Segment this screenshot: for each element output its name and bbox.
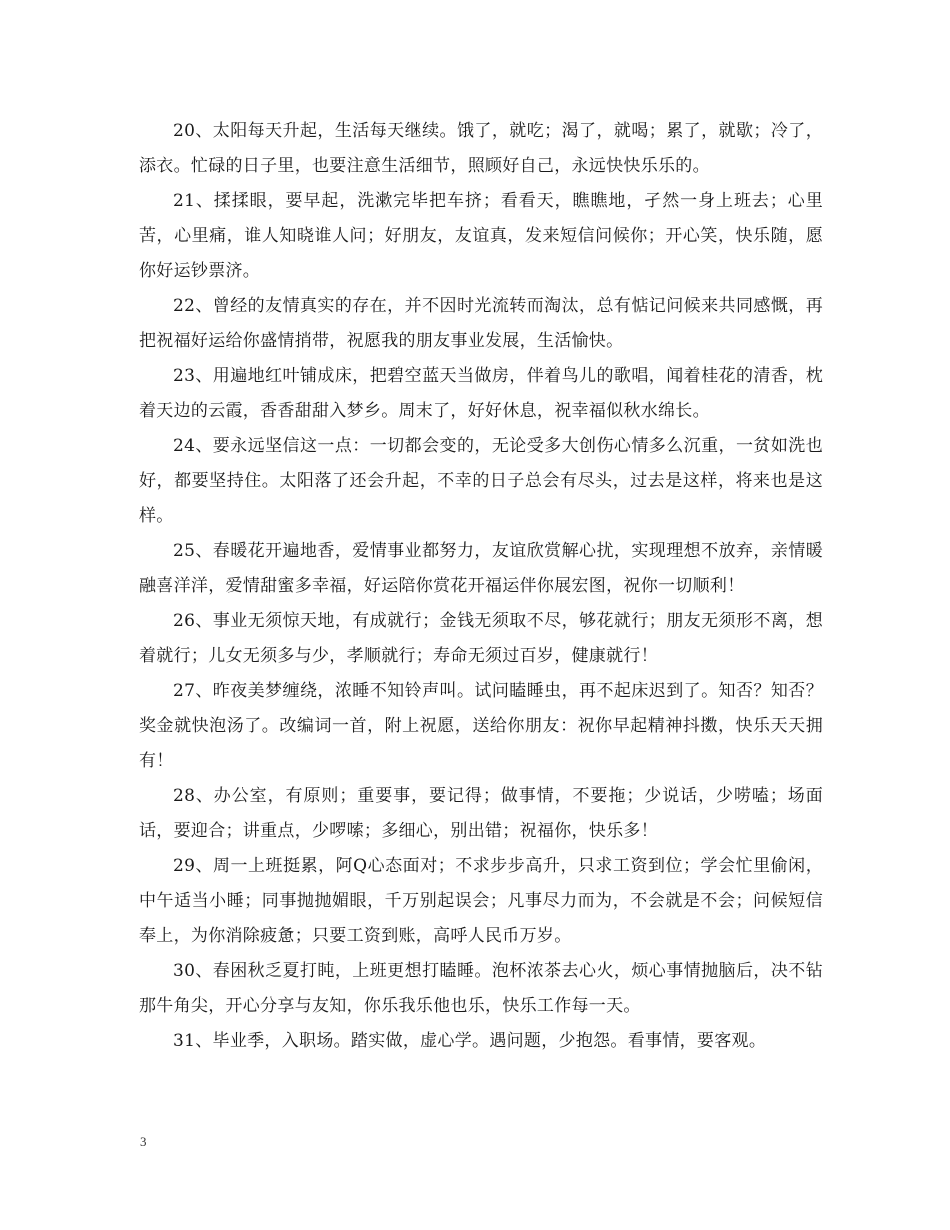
paragraph-30: 30、春困秋乏夏打盹，上班更想打瞌睡。泡杯浓茶去心火，烦心事情抛脑后，决不钻那牛角尖，开心分享与友知，你乐我乐他也乐，快乐工作每一天。 [139, 961, 823, 1016]
paragraph-20: 20、太阳每天升起，生活每天继续。饿了，就吃；渴了，就喝；累了，就歇；冷了，添衣。忙碌的日子里，也要注意生活细节，照顾好自己，永远快快乐乐的。 [139, 121, 823, 176]
paragraph-29: 29、周一上班挺累，阿Q心态面对；不求步步高升，只求工资到位；学会忙里偷闲，中午适当小睡；同事抛抛媚眼，千万别起误会；凡事尽力而为，不会就是不会；问候短信奉上，为你消除疲惫；只要工资到账，高呼人民币万岁。 [139, 856, 823, 946]
paragraph-25: 25、春暖花开遍地香，爱情事业都努力，友谊欣赏解心扰，实现理想不放弃，亲情暖融喜洋洋，爱情甜蜜多幸福，好运陪你赏花开福运伴你展宏图，祝你一切顺利！ [139, 541, 823, 596]
paragraph-24: 24、要永远坚信这一点：一切都会变的，无论受多大创伤心情多么沉重，一贫如洗也好，都要坚持住。太阳落了还会升起，不幸的日子总会有尽头，过去是这样，将来也是这样。 [139, 436, 823, 526]
body-text [139, 114, 823, 1059]
paragraph-22: 22、曾经的友情真实的存在，并不因时光流转而淘汰，总有惦记问候来共同感慨，再把祝福好运给你盛情捎带，祝愿我的朋友事业发展，生活愉快。 [139, 296, 823, 351]
paragraph-26: 26、事业无须惊天地，有成就行；金钱无须取不尽，够花就行；朋友无须形不离，想着就行；儿女无须多与少，孝顺就行；寿命无须过百岁，健康就行！ [139, 611, 823, 666]
page-number: 3 [140, 1134, 147, 1149]
paragraph-27: 27、昨夜美梦缠绕，浓睡不知铃声叫。试问瞌睡虫，再不起床迟到了。知否？知否？奖金就快泡汤了。改编词一首，附上祝愿，送给你朋友：祝你早起精神抖擞，快乐天天拥有！ [139, 681, 823, 771]
paragraph-23: 23、用遍地红叶铺成床，把碧空蓝天当做房，伴着鸟儿的歌唱，闻着桂花的清香，枕着天边的云霞，香香甜甜入梦乡。周末了，好好休息，祝幸福似秋水绵长。 [139, 366, 823, 421]
paragraph-21: 21、揉揉眼，要早起，洗漱完毕把车挤；看看天，瞧瞧地，孑然一身上班去；心里苦，心里痛，谁人知晓谁人问；好朋友，友谊真，发来短信问候你；开心笑，快乐随，愿你好运钞票济。 [139, 191, 823, 281]
paragraph-28: 28、办公室，有原则；重要事，要记得；做事情，不要拖；少说话，少唠嗑；场面话，要迎合；讲重点，少啰嗦；多细心，别出错；祝福你，快乐多！ [139, 786, 823, 841]
paragraph-31: 31、毕业季，入职场。踏实做，虚心学。遇问题，少抱怨。看事情，要客观。 [173, 1031, 767, 1051]
